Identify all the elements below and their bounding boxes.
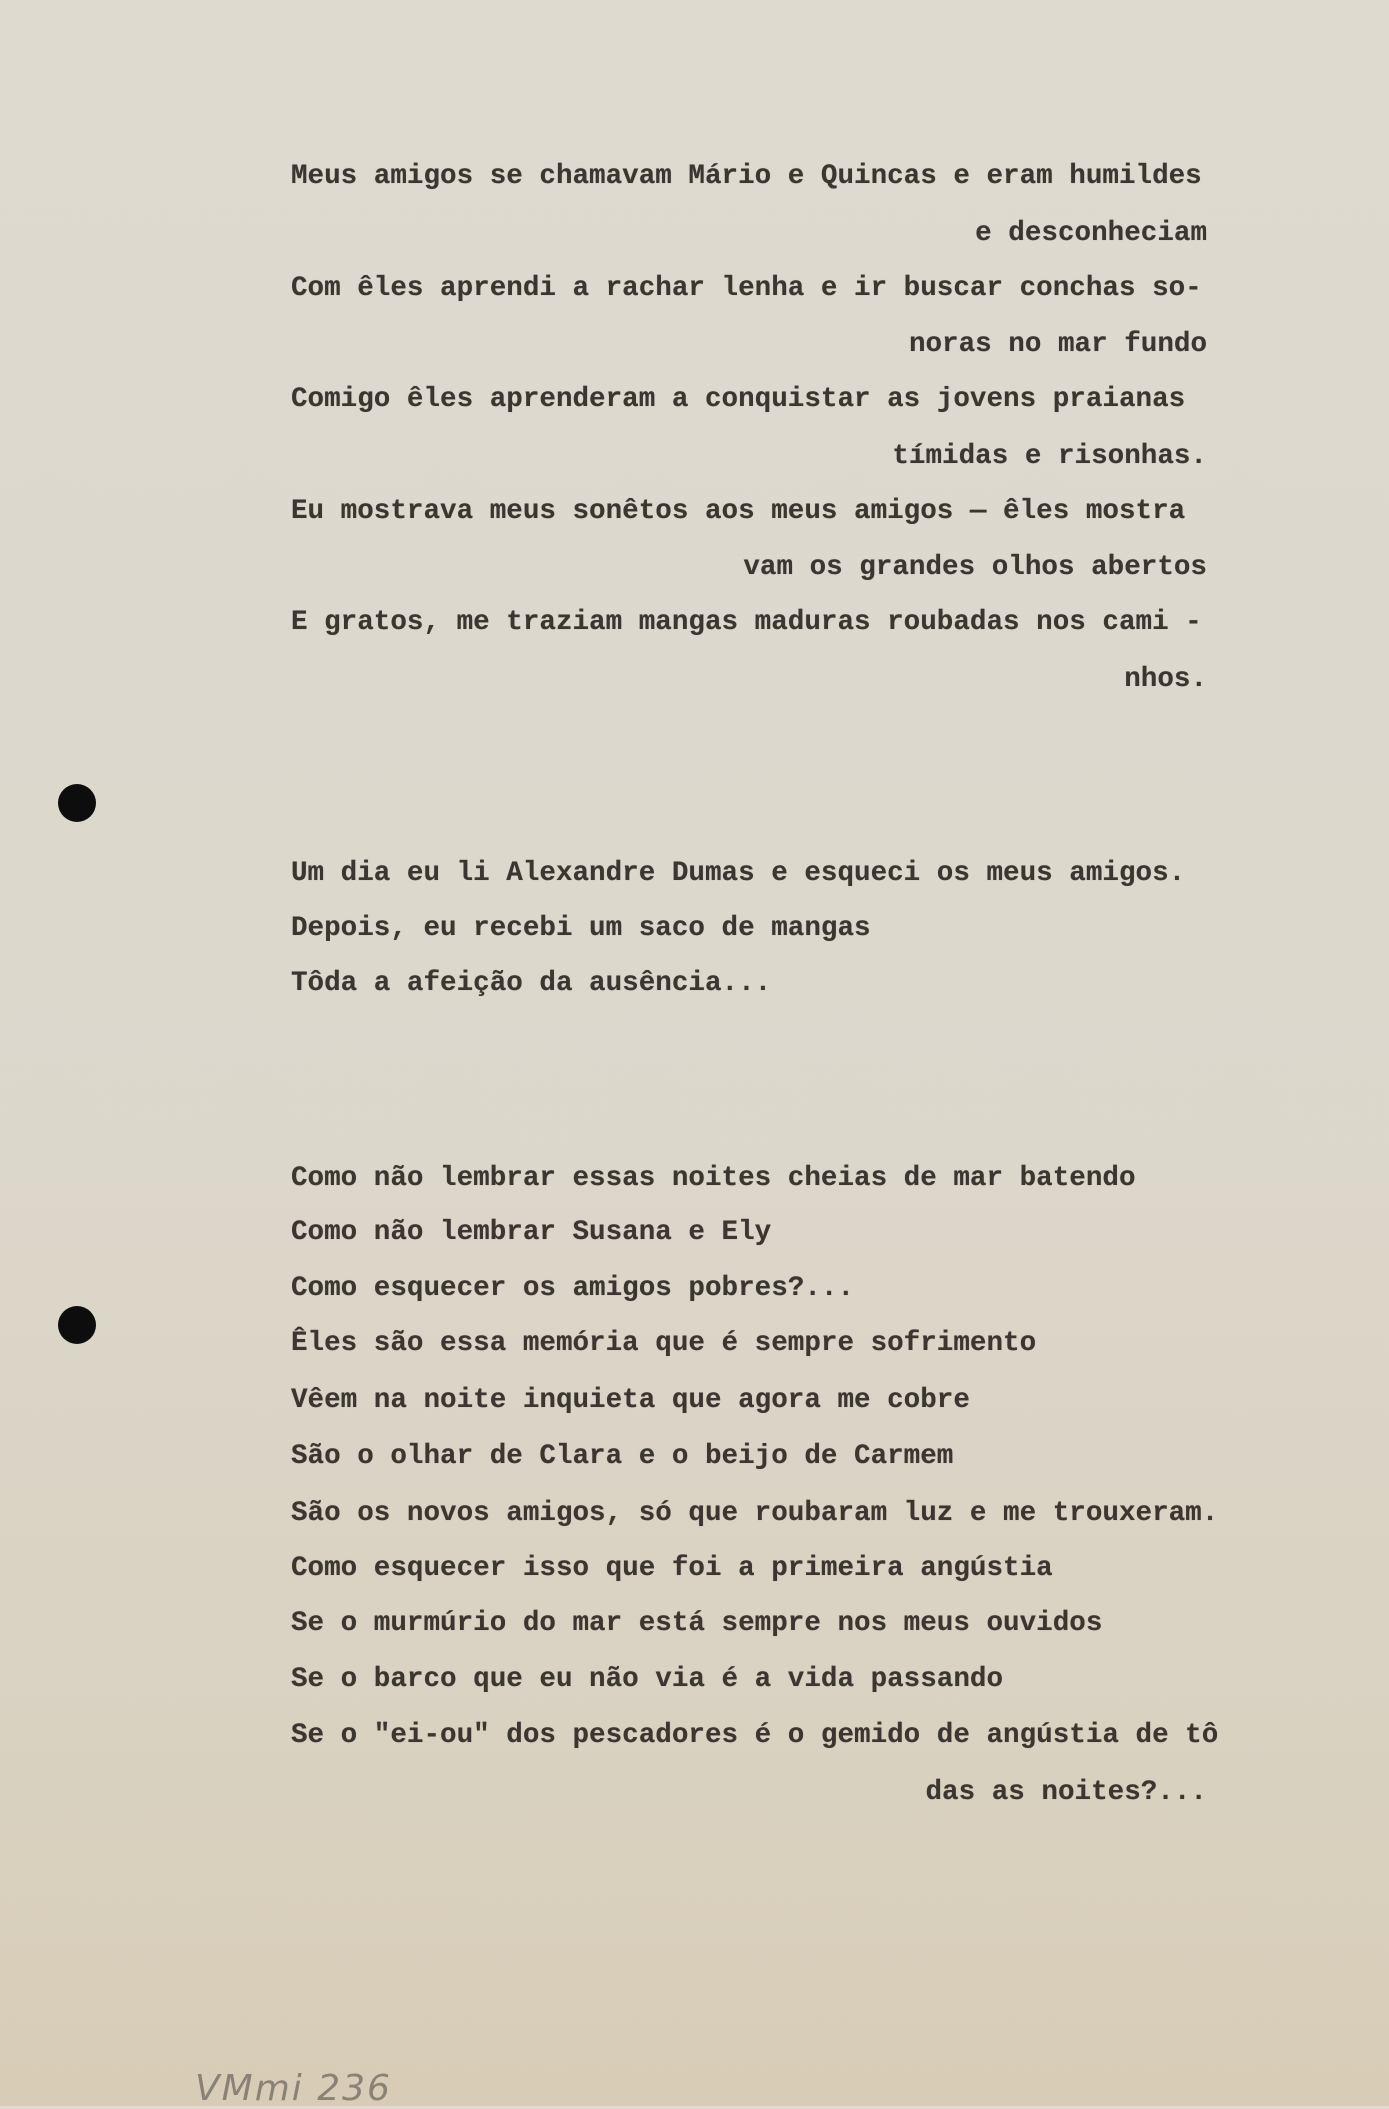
poem-line: E gratos, me traziam mangas maduras roubadas nos cami - bbox=[291, 607, 1202, 638]
archive-mark-handwritten: VMmi 236 bbox=[195, 2068, 392, 2109]
punch-hole bbox=[58, 1306, 96, 1344]
poem-line: Como esquecer os amigos pobres?... bbox=[291, 1273, 855, 1304]
poem-line: Meus amigos se chamavam Mário e Quincas e eram humildes bbox=[291, 161, 1202, 192]
poem-line: Com êles aprendi a rachar lenha e ir buscar conchas so- bbox=[291, 273, 1202, 304]
poem-line: noras no mar fundo bbox=[908, 329, 1207, 360]
poem-line: e desconheciam bbox=[975, 218, 1207, 249]
poem-line: Êles são essa memória que é sempre sofrimento bbox=[291, 1328, 1037, 1359]
poem-line: São os novos amigos, só que roubaram luz e me trouxeram. bbox=[291, 1498, 1219, 1529]
punch-hole bbox=[58, 784, 96, 822]
poem-line: Vêem na noite inquieta que agora me cobre bbox=[291, 1385, 970, 1416]
poem-line: Como não lembrar essas noites cheias de mar batendo bbox=[291, 1163, 1136, 1194]
poem-line: Um dia eu li Alexandre Dumas e esqueci os meus amigos. bbox=[291, 858, 1186, 889]
poem-line: Como esquecer isso que foi a primeira angústia bbox=[291, 1553, 1053, 1584]
poem-line: Se o barco que eu não via é a vida passando bbox=[291, 1664, 1004, 1695]
poem-line: nhos. bbox=[1124, 664, 1207, 695]
poem-line: das as noites?... bbox=[925, 1777, 1207, 1808]
poem-line: Tôda a afeição da ausência... bbox=[291, 968, 772, 999]
poem-line: Comigo êles aprenderam a conquistar as jovens praianas bbox=[291, 384, 1186, 415]
poem-line: Depois, eu recebi um saco de mangas bbox=[291, 913, 871, 944]
poem-line: Eu mostrava meus sonêtos aos meus amigos — êles mostra bbox=[291, 496, 1186, 527]
poem-line: Se o "ei-ou" dos pescadores é o gemido de angústia de tô bbox=[291, 1720, 1219, 1751]
poem-line: Se o murmúrio do mar está sempre nos meus ouvidos bbox=[291, 1608, 1103, 1639]
poem-line: São o olhar de Clara e o beijo de Carmem bbox=[291, 1441, 954, 1472]
poem-line: Como não lembrar Susana e Ely bbox=[291, 1217, 772, 1248]
poem-line: tímidas e risonhas. bbox=[892, 441, 1207, 472]
poem-line: vam os grandes olhos abertos bbox=[743, 552, 1207, 583]
